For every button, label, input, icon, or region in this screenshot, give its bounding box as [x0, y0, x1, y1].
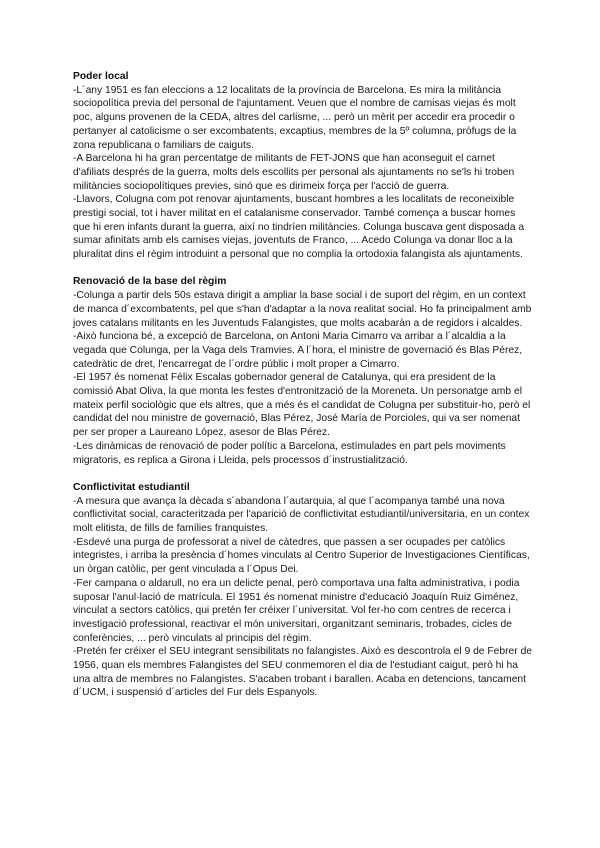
paragraph: -Les dinàmicas de renovació de poder polític a Barcelona, estímulades en part pels moviments migratoris, es replica a Girona i Lleida, pels processos d´instrustialització.	[73, 440, 506, 466]
section-renovacio-base-regim	[73, 275, 533, 467]
paragraph: -Això funciona bé, a excepció de Barcelona, on Antoni Maria Cimarro va arribar a l´alcaldia a la vegada que Colunga, per la Vaga dels Tramvies. A l´hora, el ministre de governació és Blas Pérez, catedràtic de dret, l'encarregat de l´ordre públic i molt proper a Cimarro.	[73, 331, 523, 370]
paragraph: -Colunga a partir dels 50s estava dirigit a ampliar la base social i de suport del règim, en un context de manca d´excombatents, pel que s'han d'adaptar a la nova realitat social. Ho fa principalment amb joves catalans militants en les Juventuds Falangistes, que molts acabaràn a de regidors i alcaldes.	[73, 290, 532, 329]
paragraph: -El 1957 és nomenat Félix Escalas gobernador general de Catalunya, qui era president de la comissió Abat Oliva, la que monta les festes d'entronització de la Moreneta. Un personatge amb el mateix perfil sociològic que els altres, que a més és el candidat de Colugna per substituir-ho, però el candidat del nou ministre de governació, Blas Pérez, José María de Porcioles, qui va ser nomenat per ser proper a Laureano López, asesor de Blas Pérez.	[73, 372, 531, 439]
paragraph: -Fer campana o aldarull, no era un delicte penal, però comportava una falta administrativa, i podia suposar l'anul·lació de matrícula. El 1951 és nomenat ministre d'educació Joaquín Ruiz Giménez, vinculat a sectors catòlics, qui pretén fer créixer l´universitat. Vol fer-ho com centres de recerca i investigació professional, reactivar el món universitari, organitzant seminaris, trobades, cicles de conferències, ... però vinculats al principis del règim.	[73, 577, 520, 644]
paragraph: -Esdevé una purga de professorat a nivel de càtedres, que passen a ser ocupades per catòlics integristes, i arriba la presència d´homes vinculats al Centro Superior de Investigaciones Científicas, un òrgan catòlic, per gent vinculada a l´Opus Dei.	[73, 536, 530, 576]
section-title: Poder local	[73, 71, 129, 82]
paragraph: -A Barcelona hi ha gran percentatge de militants de FET-JONS que han aconseguit el carnet d'afiliats després de la guerra, molts dels escollits per personal als ajuntaments no se'ls hi troben militàncies sociopolítiques previes, sinó que es dirimeix força per l'acció de guerra.	[73, 153, 515, 192]
paragraph: -L´any 1951 es fan eleccions a 12 localitats de la província de Barcelona. Es mira la militància sociopolítica previa del personal de l'ajuntament. Veuen que el nombre de camisas viejas és molt poc, alguns provenen de la CEDA, altres del carlisme, ... però un mèrit per accedir era procedir o pertanyer al catolicisme o ser excombatents, excaptius, membres de la 5º columna, pròfugs de la zona republicana o familiars de caiguts.	[73, 84, 517, 151]
document-page	[73, 70, 533, 714]
section-title: Renovació de la base del règim	[73, 276, 227, 288]
paragraph: -Llavors, Colugna com pot renovar ajuntaments, buscant hombres a les localitats de reconeixible prestigi social, tot i haver militat en el catalanisme conservador. També comença a buscar homes que hi eren infants durant la guerra, així no tindríen militàncies. Colunga buscava gent disposada a sumar afinitats amb els camises viejas, joventuts de Franco, ... Acedo Colunga va donar lloc a la pluralitat dins el règim introduint a personal que no complia la ortodoxia falangista als ajuntaments.	[73, 194, 525, 261]
section-title: Conflictivitat estudiantil	[73, 481, 190, 493]
paragraph: -A mesura que avança la dècada s´abandona l´autarquia, al que l´acompanya també una nova conflictivitat social, caracteritzada per l'aparició de conflictivitat estudiantil/universitaria, en un contex molt elitista, de fills de famílies franquistes.	[73, 495, 530, 534]
section-conflictivitat-estudiantil	[73, 481, 533, 700]
section-poder-local	[73, 70, 533, 262]
paragraph: -Pretén fer créixer el SEU integrant sensibilitats no falangistes. Això es descontrola el 9 de Febrer de 1956, quan els membres Falangistes del SEU conmemoren el dia de l'estudiant caigut, però hi ha una altra de membres no Falangistes. S'acaben trobant i barallen. Acaba en detencions, tancament d´UCM, i suspensió d´articles del Fur dels Espanyols.	[73, 646, 533, 699]
